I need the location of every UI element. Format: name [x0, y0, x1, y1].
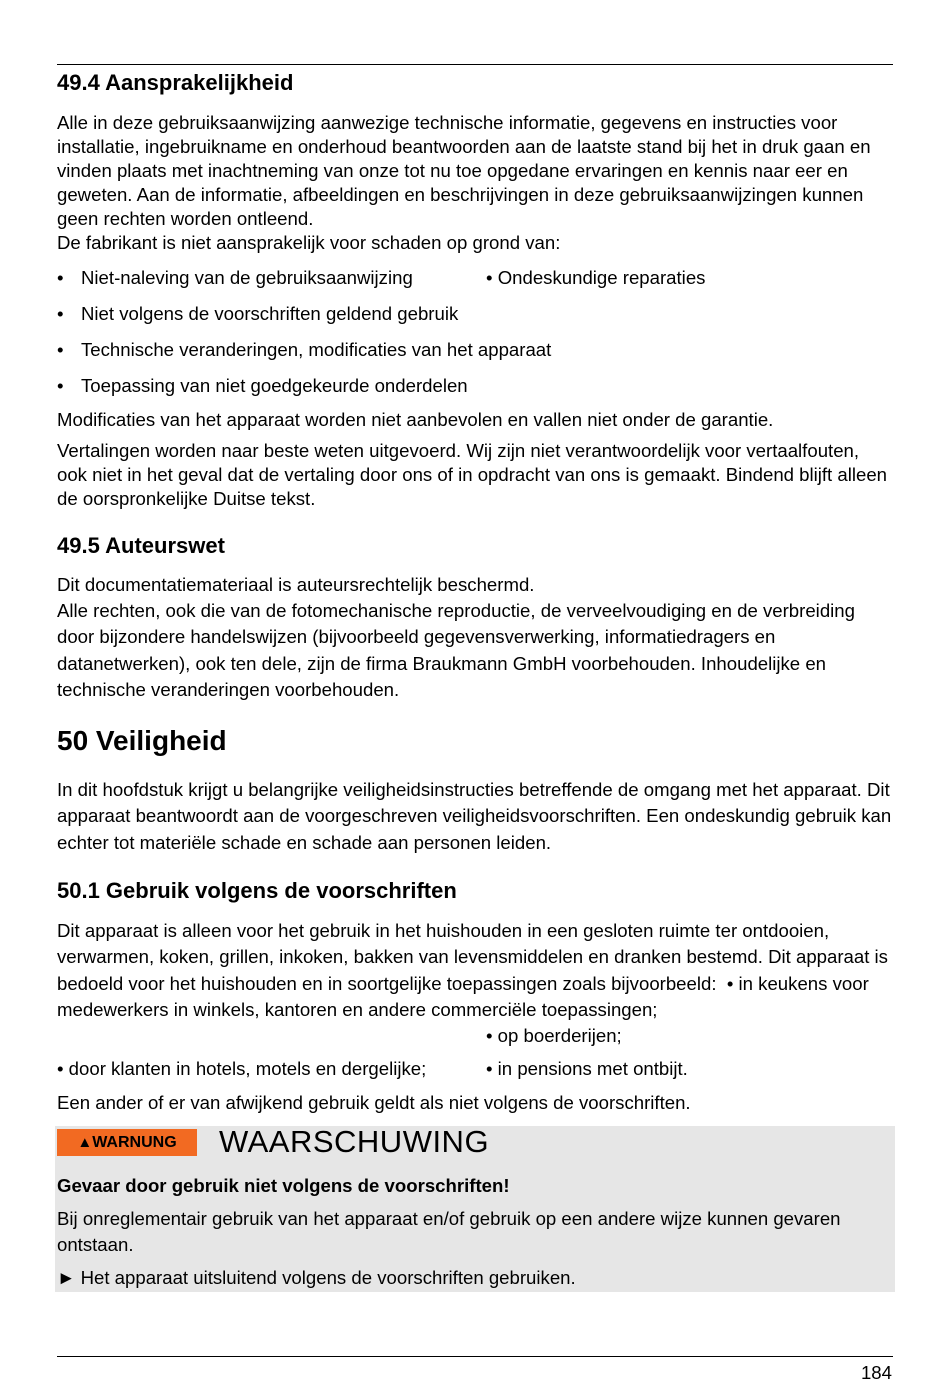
- warning-badge: ▲WARNUNG: [57, 1129, 197, 1156]
- paragraph-translations: Vertalingen worden naar beste weten uitgevoerd. Wij zijn niet verantwoordelijk voor vertaalfouten, ook niet in het geval dat de vertaling door ons of in opdracht van ons is gemaakt. Bindend blijft alleen de oorspronkelijke Duitse tekst.: [57, 440, 888, 509]
- section-heading-49-4: 49.4 Aansprakelijkheid: [57, 70, 294, 95]
- chapter-heading-50: 50 Veiligheid: [57, 725, 227, 756]
- top-rule: [57, 64, 893, 65]
- paragraph-other-use: Een ander of er van afwijkend gebruik geldt als niet volgens de voorschriften.: [57, 1092, 691, 1113]
- paragraph-copyright-line: Dit documentatiemateriaal is auteursrechtelijk beschermd.: [57, 574, 535, 595]
- bullet-icon: •: [57, 303, 64, 324]
- warning-action: ► Het apparaat uitsluitend volgens de voorschriften gebruiken.: [57, 1267, 576, 1288]
- list-item: • in pensions met ontbijt.: [486, 1058, 688, 1079]
- list-item: • op boerderijen;: [486, 1025, 622, 1046]
- paragraph-liability-lead: De fabrikant is niet aansprakelijk voor schaden op grond van:: [57, 232, 561, 253]
- bullet-icon: •: [486, 267, 493, 288]
- warning-subtitle: Gevaar door gebruik niet volgens de voorschriften!: [57, 1175, 510, 1196]
- warning-triangle-icon: ▲: [77, 1134, 93, 1151]
- list-item: • door klanten in hotels, motels en dergelijke;: [57, 1058, 427, 1079]
- paragraph-intended-use: Dit apparaat is alleen voor het gebruik in het huishouden in een gesloten ruimte ter ontdooien, verwarmen, koken, grillen, inkoken, bakken van levensmiddelen en dranken bestemd. Dit apparaat is bedoeld voor het huishouden en in soortgelijke toepassingen zoals bijvoorbeeld: • in keukens voor medewerkers in winkels, kantoren en andere commerciële toepassingen;: [57, 920, 888, 1020]
- warning-title: WAARSCHUWING: [219, 1124, 490, 1159]
- bullet-icon: •: [57, 375, 64, 396]
- list-item: • Technische veranderingen, modificaties van het apparaat: [57, 339, 552, 360]
- warning-text: Bij onreglementair gebruik van het apparaat en/of gebruik op een andere wijze kunnen gevaren ontstaan.: [57, 1208, 841, 1256]
- bottom-rule: [57, 1356, 893, 1357]
- list-item: • Ondeskundige reparaties: [486, 267, 706, 288]
- page-number: 184: [860, 1362, 892, 1383]
- section-heading-50-1: 50.1 Gebruik volgens de voorschriften: [57, 878, 457, 903]
- paragraph-liability-intro: Alle in deze gebruiksaanwijzing aanwezige technische informatie, gegevens en instructies voor installatie, ingebruikname en onderhoud beantwoorden aan de laatste stand bij het in druk gaan en vinden plaats met inachtneming van onze tot nu toe opgedane ervaringen en kennis naar eer en geweten. Aan de informatie, afbeeldingen en beschrijvingen in deze gebruiksaanwijzingen kunnen geen rechten worden ontleend.: [57, 112, 871, 229]
- section-heading-49-5: 49.5 Auteurswet: [57, 533, 225, 558]
- list-item: • in keukens voor medewerkers in winkels, kantoren en andere commerciële toepassingen;: [57, 972, 869, 1020]
- list-item: • Toepassing van niet goedgekeurde onderdelen: [57, 375, 468, 396]
- list-item: • Niet volgens de voorschriften geldend gebruik: [57, 303, 459, 324]
- paragraph-safety-intro: In dit hoofdstuk krijgt u belangrijke veiligheidsinstructies betreffende de omgang met het apparaat. Dit apparaat beantwoordt aan de voorgeschreven veiligheidsvoorschriften. Een ondeskundig gebruik kan echter tot materiële schade en schade aan personen leiden.: [57, 779, 892, 853]
- bullet-icon: •: [57, 339, 64, 360]
- paragraph-modifications: Modificaties van het apparaat worden niet aanbevolen en vallen niet onder de garantie.: [57, 409, 774, 430]
- bullet-icon: •: [57, 267, 64, 288]
- list-item: • Niet-naleving van de gebruiksaanwijzing: [57, 267, 413, 288]
- paragraph-copyright: Alle rechten, ook die van de fotomechanische reproductie, de verveelvoudiging en de verbreiding door bijzondere handelswijzen (bijvoorbeeld gegevensverwerking, informatiedragers en datanetwerken), ook ten dele, zijn de firma Braukmann GmbH voorbehouden. Inhoudelijke en technische veranderingen voorbehouden.: [57, 600, 855, 700]
